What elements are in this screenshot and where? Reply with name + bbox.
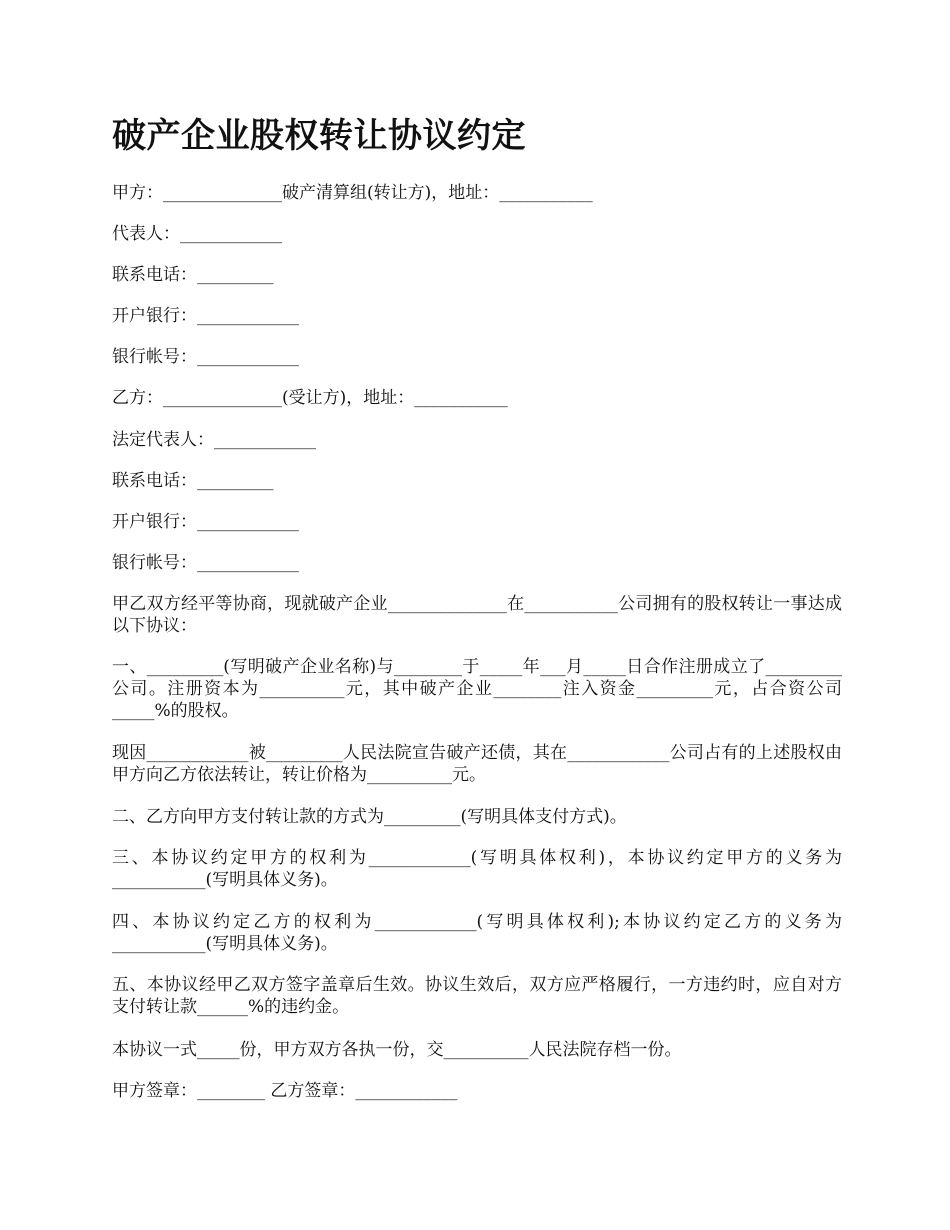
party-b-bank: 开户银行：____________ bbox=[112, 512, 299, 532]
party-b-legal-representative: 法定代表人：____________ bbox=[112, 430, 316, 450]
party-b-phone: 联系电话：_________ bbox=[112, 471, 274, 491]
party-a-line: 甲方：______________破产清算组(转让方)，地址：___________ bbox=[112, 183, 593, 203]
copies-paragraph: 本协议一式_____份，甲方双方各执一份，交__________人民法院存档一份。 bbox=[112, 1040, 682, 1060]
party-a-account: 银行帐号：____________ bbox=[112, 347, 299, 367]
clause-2-paragraph: 二、乙方向甲方支付转让款的方式为_________(写明具体支付方式)。 bbox=[112, 807, 627, 827]
signature-line: 甲方签章：________ 乙方签章：____________ bbox=[112, 1081, 458, 1101]
intro-paragraph: 甲乙双方经平等协商，现就破产企业______________在___________公司拥有的股权转让一事达成以下协议： bbox=[112, 594, 842, 636]
document-title: 破产企业股权转让协议约定 bbox=[112, 116, 526, 156]
clause-3-paragraph: 三、本协议约定甲方的权利为____________(写明具体权利)，本协议约定甲方的义务为___________(写明具体义务)。 bbox=[112, 848, 842, 890]
party-a-representative: 代表人：____________ bbox=[112, 224, 282, 244]
clause-4-paragraph: 四、本协议约定乙方的权利为____________(写明具体权利);本协议约定乙方的义务为___________(写明具体义务)。 bbox=[112, 912, 842, 954]
reason-paragraph: 现因____________被_________人民法院宣告破产还债，其在____________公司占有的上述股权由甲方向乙方依法转让，转让价格为__________元。 bbox=[112, 743, 842, 785]
party-a-bank: 开户银行：____________ bbox=[112, 306, 299, 326]
clause-1-paragraph: 一、_________(写明破产企业名称)与________于_____年___月_____日合作注册成立了_________公司。注册资本为__________元，其中破产企业________注入资金_________元，占合资公司_____%的股权。 bbox=[112, 657, 842, 721]
clause-5-paragraph: 五、本协议经甲乙双方签字盖章后生效。协议生效后，双方应严格履行，一方违约时，应自对方支付转让款______%的违约金。 bbox=[112, 975, 842, 1017]
party-a-phone: 联系电话：_________ bbox=[112, 265, 274, 285]
party-b-account: 银行帐号：____________ bbox=[112, 553, 299, 573]
party-b-line: 乙方：______________(受让方)，地址：___________ bbox=[112, 388, 508, 408]
